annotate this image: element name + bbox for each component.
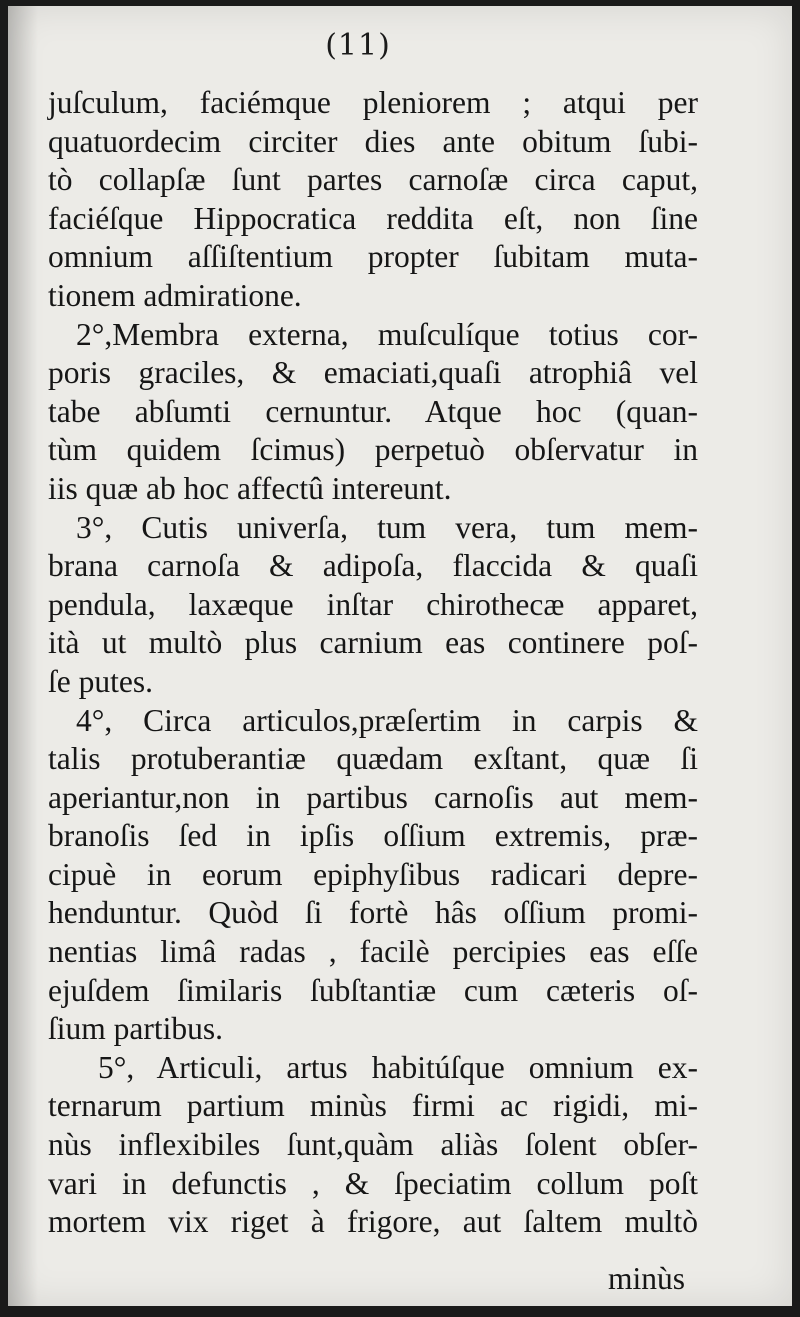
text-line: poris graciles, & emaciati,quaſi atrophiâ vel: [48, 355, 698, 391]
text-line: quatuordecim circiter dies ante obitum ſubi-: [48, 123, 698, 159]
text-line: omnium aſſiſtentium propter ſubitam muta-: [48, 239, 698, 275]
text-line: nùs inflexibiles ſunt,quàm aliàs ſolent obſer-: [48, 1127, 698, 1163]
text-line: ternarum partium minùs firmi ac rigidi, mi-: [48, 1088, 698, 1124]
text-line: iis quæ ab hoc affectû intereunt.: [48, 470, 452, 506]
text-line: 5°, Articuli, artus habitúſque omnium ex-: [98, 1049, 698, 1085]
text-line: 2°,Membra externa, muſculíque totius cor-: [76, 316, 698, 352]
text-line: ejuſdem ſimilaris ſubſtantiæ cum cæteris oſ-: [48, 972, 698, 1008]
text-line: aperiantur,non in partibus carnoſis aut mem-: [48, 779, 698, 815]
text-line: 4°, Circa articulos,præſertim in carpis &: [76, 702, 698, 738]
text-line: henduntur. Quòd ſi fortè hâs oſſium promi-: [48, 895, 698, 931]
text-line: juſculum, faciémque pleniorem ; atqui per: [48, 85, 698, 120]
text-line: branoſis ſed in ipſis oſſium extremis, præ-: [48, 818, 698, 854]
text-line: nentias limâ radas , facilè percipies eas eſſe: [48, 934, 698, 970]
text-line: tionem admiratione.: [48, 277, 302, 313]
text-line: faciéſque Hippocratica reddita eſt, non ſine: [48, 200, 698, 236]
text-line: 3°, Cutis univerſa, tum vera, tum mem-: [76, 509, 698, 545]
text-line: ſium partibus.: [48, 1011, 223, 1047]
text-line: ſe putes.: [48, 663, 153, 699]
text-line: brana carnoſa & adipoſa, flaccida & quaſi: [48, 548, 698, 584]
text-line: ità ut multò plus carnium eas continere poſ-: [48, 625, 698, 661]
book-page: [8, 6, 792, 1306]
catchword: minùs: [608, 1261, 686, 1296]
text-line: tabe abſumti cernuntur. Atque hoc (quan-: [48, 393, 698, 429]
page-number: (11): [325, 28, 391, 63]
text-line: tùm quidem ſcimus) perpetuò obſervatur in: [48, 432, 698, 468]
text-line: pendula, laxæque inſtar chirothecæ apparet,: [48, 586, 698, 622]
text-line: talis protuberantiæ quædam exſtant, quæ ſi: [48, 741, 698, 777]
text-line: tò collapſæ ſunt partes carnoſæ circa caput,: [48, 162, 698, 198]
text-line: vari in defunctis , & ſpeciatim collum poſt: [48, 1165, 698, 1201]
text-line: cipuè in eorum epiphyſibus radicari depre-: [48, 856, 698, 892]
page-gutter-shadow: [8, 6, 38, 1306]
text-line: mortem vix riget à frigore, aut ſaltem multò: [48, 1204, 698, 1240]
body-text: [48, 84, 698, 1242]
